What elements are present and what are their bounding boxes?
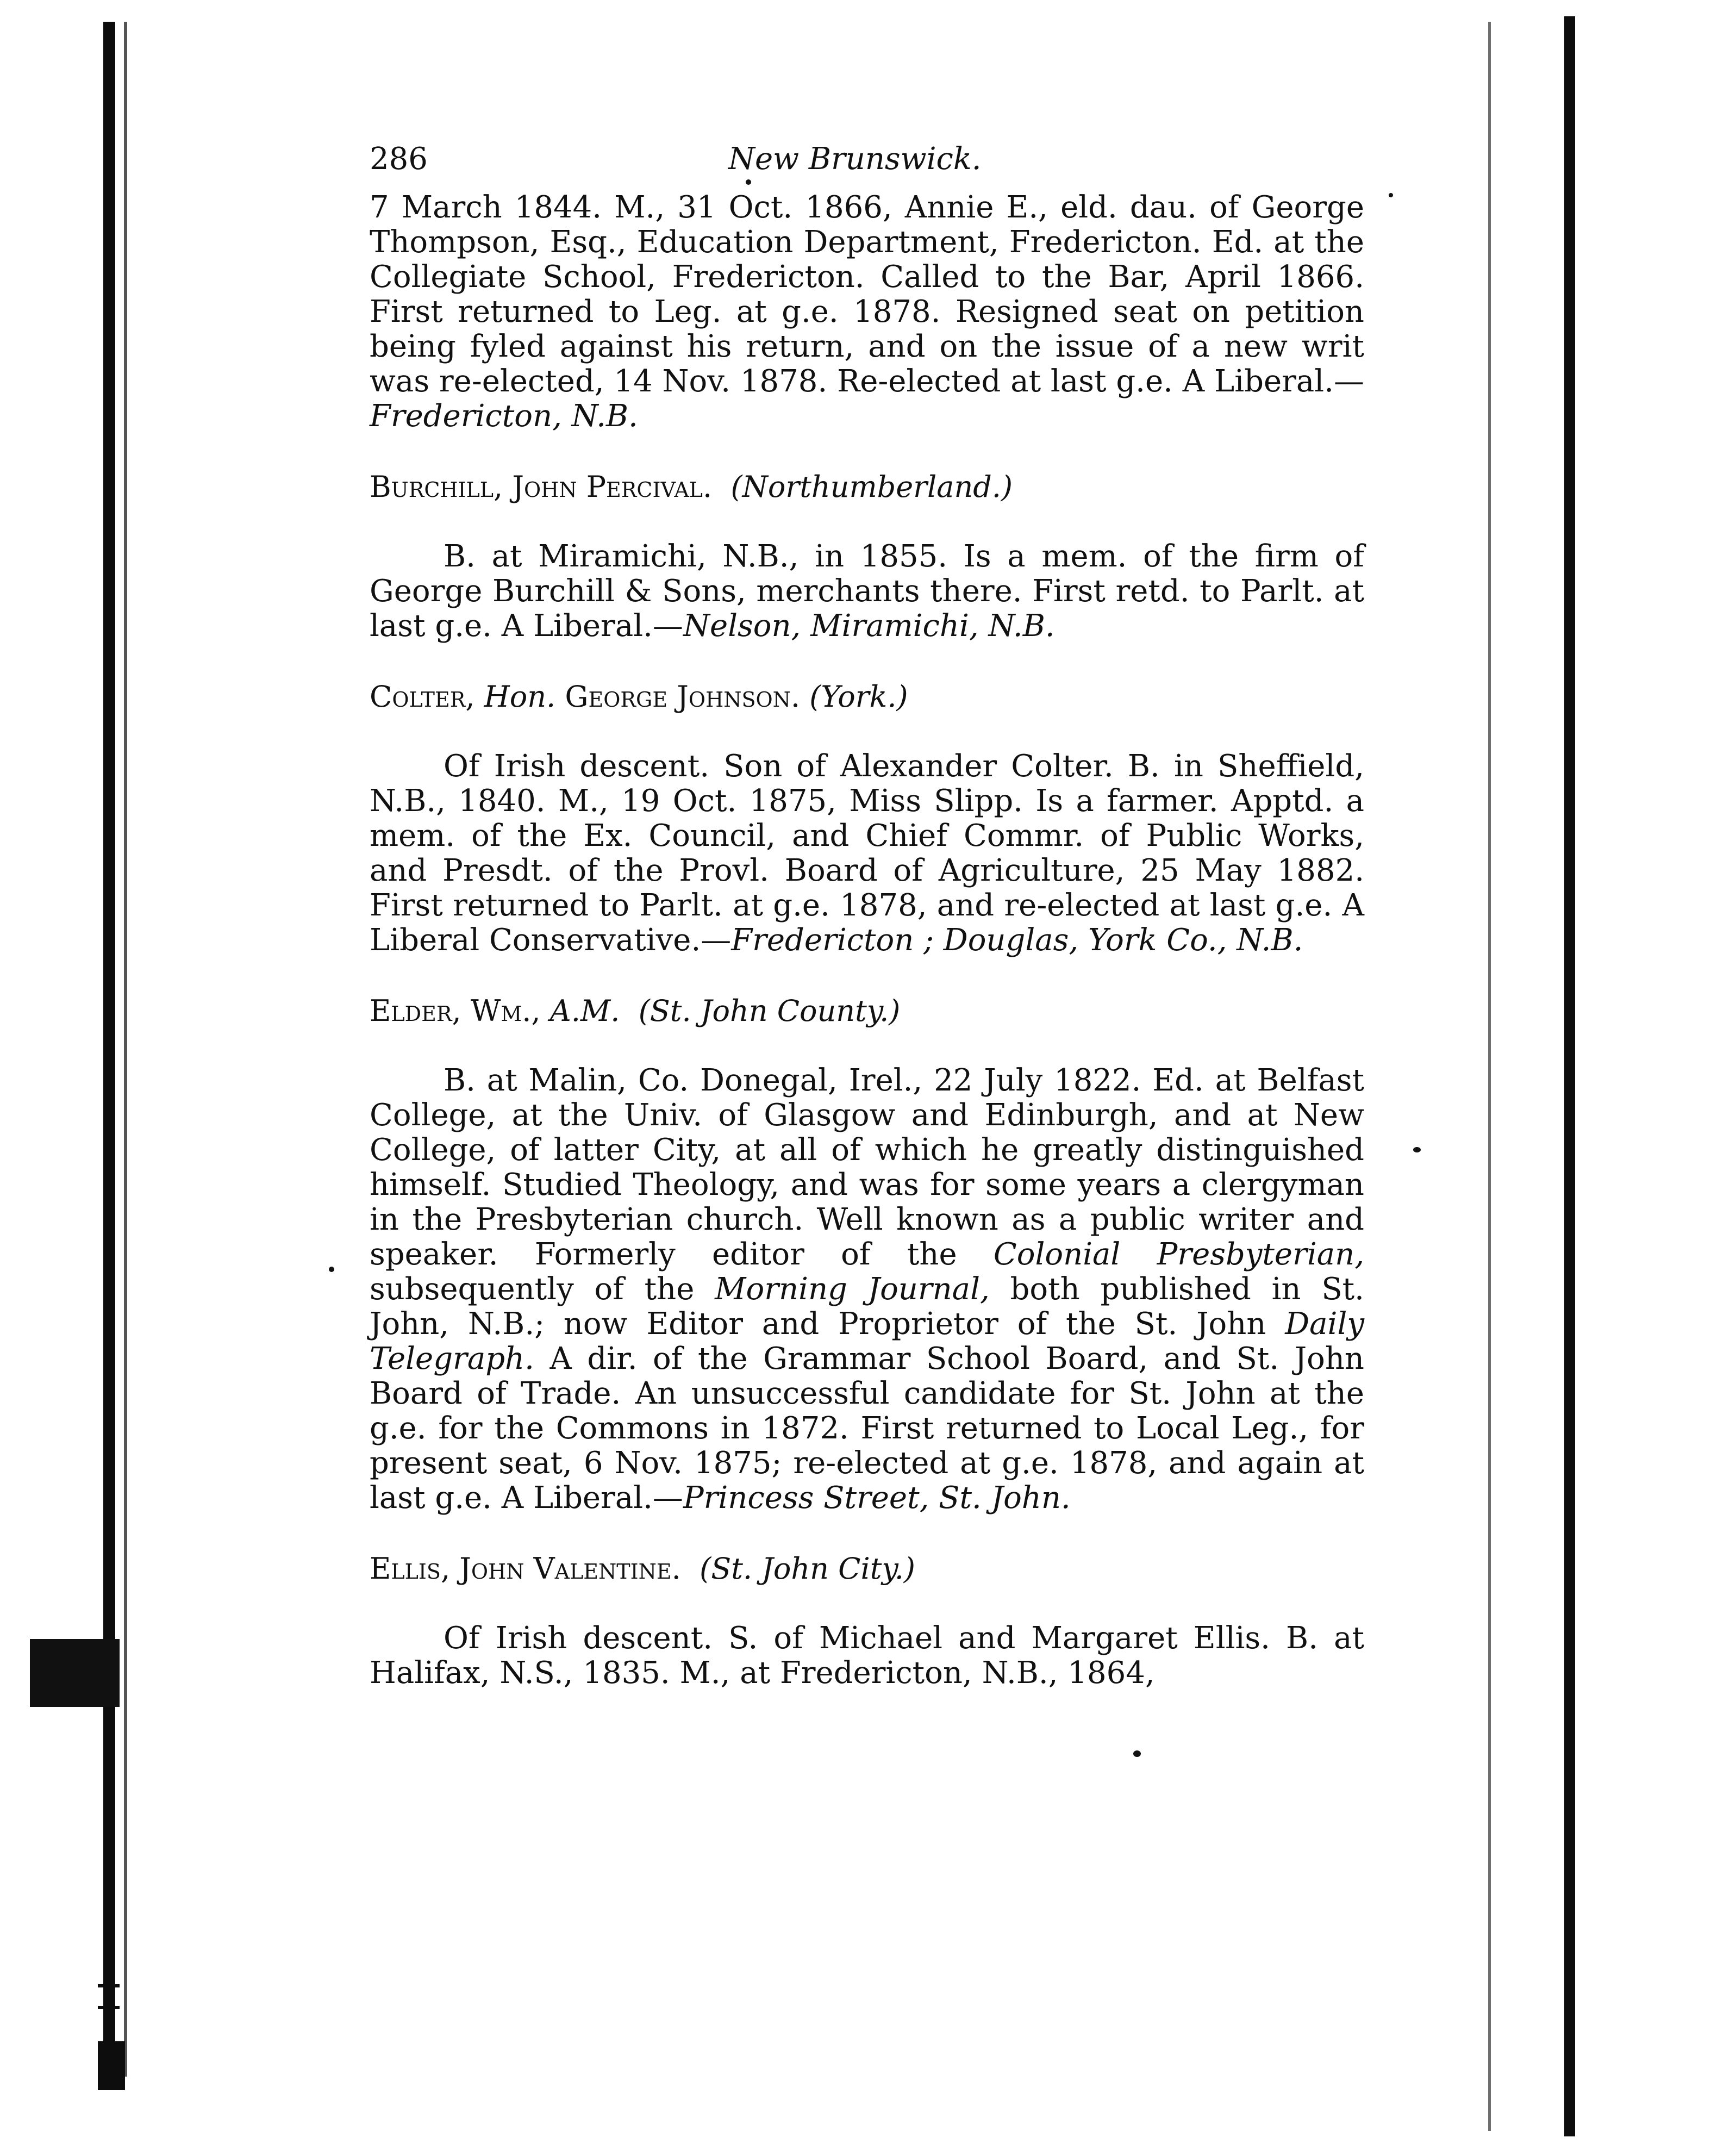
entry-text: Of Irish descent. S. of Michael and Margaret Ellis. B. at Halifax, N.S., 1835. M., at Fredericton, N.B., 1864, xyxy=(370,1621,1364,1691)
entry-text: B. at Miramichi, N.B., in 1855. Is a mem. of the firm of George Burchill & Sons, merchants there. First retd. to Parlt. at last g.e. A Liberal.— xyxy=(370,539,1364,644)
entry-address: Princess Street, St. John. xyxy=(683,1480,1071,1516)
entry-heading: Elder, Wm., A.M. (St. John County.) xyxy=(370,994,901,1028)
entry-surname: Ellis xyxy=(370,1551,441,1586)
dust-speck xyxy=(1389,193,1393,197)
entry-text: A dir. of the Grammar School Board, and St. John Board of Trade. An unsuccessful candidate for St. John at the g.e. for the Commons in 1872. First returned to Local Leg., for present seat, 6 Nov. 1875; re-elected at g.e. 1878, and again at last g.e. A Liberal.— xyxy=(370,1341,1364,1516)
left-mark-3 xyxy=(98,2041,125,2090)
left-scan-border xyxy=(103,22,115,2077)
entry-text: Of Irish descent. Son of Alexander Colter. B. in Sheffield, N.B., 1840. M., 19 Oct. 1875, Miss Slipp. Is a farmer. Apptd. a mem. of the Ex. Council, and Chief Commr. of Public Works, and Presdt. of the Provl. Board of Agriculture, 25 May 1882. First returned to Parlt. at g.e. 1878, and re-elected at last g.e. A Liberal Conservative.— xyxy=(370,749,1364,958)
entry-text: both published in St. John, N.B.; now Editor and Proprietor of the St. John xyxy=(370,1272,1364,1342)
left-mark-1 xyxy=(98,1984,120,1987)
entry-heading: Colter, Hon. George Johnson. (York.) xyxy=(370,680,908,714)
entry-heading: Ellis, John Valentine. (St. John City.) xyxy=(370,1551,915,1586)
entry-given-name: John Percival. xyxy=(512,470,713,504)
running-head xyxy=(370,136,1364,190)
dust-speck xyxy=(1133,1750,1141,1757)
entry-given-name: Wm., xyxy=(470,994,541,1028)
entry-body xyxy=(370,749,1364,958)
newspaper-title: Daily Telegraph. xyxy=(370,1306,1364,1376)
entry-address: Nelson, Miramichi, N.B. xyxy=(683,608,1055,644)
entry-text: 7 March 1844. M., 31 Oct. 1866, Annie E., eld. dau. of George Thompson, Esq., Education Department, Fredericton. Ed. at the Collegiate School, Fredericton. Called to the Bar, April 1866. First returned to Leg. at g.e. 1878. Resigned seat on petition being fyled against his return, and on the issue of a new writ was re-elected, 14 Nov. 1878. Re-elected at last g.e. A Liberal.— xyxy=(370,190,1364,399)
entry-constituency: (St. John County.) xyxy=(638,994,901,1028)
entry-heading: Burchill, John Percival. (Northumberland.) xyxy=(370,470,1013,504)
entry-constituency: (St. John City.) xyxy=(700,1551,915,1586)
entry-given-name: John Valentine. xyxy=(459,1551,681,1586)
left-mark-2 xyxy=(98,2006,120,2009)
page-text xyxy=(370,136,1364,1691)
right-scan-border xyxy=(1564,16,1575,2136)
left-scan-border-thin xyxy=(124,22,127,2077)
entry-degree: A.M. xyxy=(549,994,620,1028)
newspaper-title: Colonial Presbyterian, xyxy=(993,1237,1365,1272)
entry-body xyxy=(370,539,1364,644)
newspaper-title: Morning Journal, xyxy=(715,1272,990,1307)
running-title: New Brunswick. xyxy=(728,141,982,177)
dust-speck xyxy=(1413,1147,1421,1152)
entry-constituency: (Northumberland.) xyxy=(730,470,1013,504)
entry-body xyxy=(370,1621,1364,1691)
entry-text: B. at Malin, Co. Donegal, Irel., 22 July 1822. Ed. at Belfast College, at the Univ. of Glasgow and Edinburgh, and at New College, of latter City, at all of which he greatly distinguished himself. Studied Theology, and was for some years a clergyman in the Presbyterian church. Well known as a public writer and speaker. Formerly editor of the xyxy=(370,1063,1364,1272)
dust-speck xyxy=(329,1267,334,1272)
entry-surname: Burchill xyxy=(370,470,494,504)
entry-surname: Colter xyxy=(370,680,466,714)
entry-text: subsequently of the xyxy=(370,1272,715,1307)
continued-entry xyxy=(370,190,1364,434)
right-scan-border-thin xyxy=(1488,22,1491,2131)
entry-constituency: (York.) xyxy=(809,680,908,714)
entry-given-name: George Johnson. xyxy=(565,680,801,714)
page-number: 286 xyxy=(370,141,428,177)
scan-black-block xyxy=(30,1639,120,1707)
entry-address: Fredericton, N.B. xyxy=(370,398,638,434)
entry-surname: Elder xyxy=(370,994,452,1028)
entry-title: Hon. xyxy=(484,680,556,714)
entry-address: Fredericton ; Douglas, York Co., N.B. xyxy=(731,923,1303,958)
entry-body xyxy=(370,1063,1364,1516)
